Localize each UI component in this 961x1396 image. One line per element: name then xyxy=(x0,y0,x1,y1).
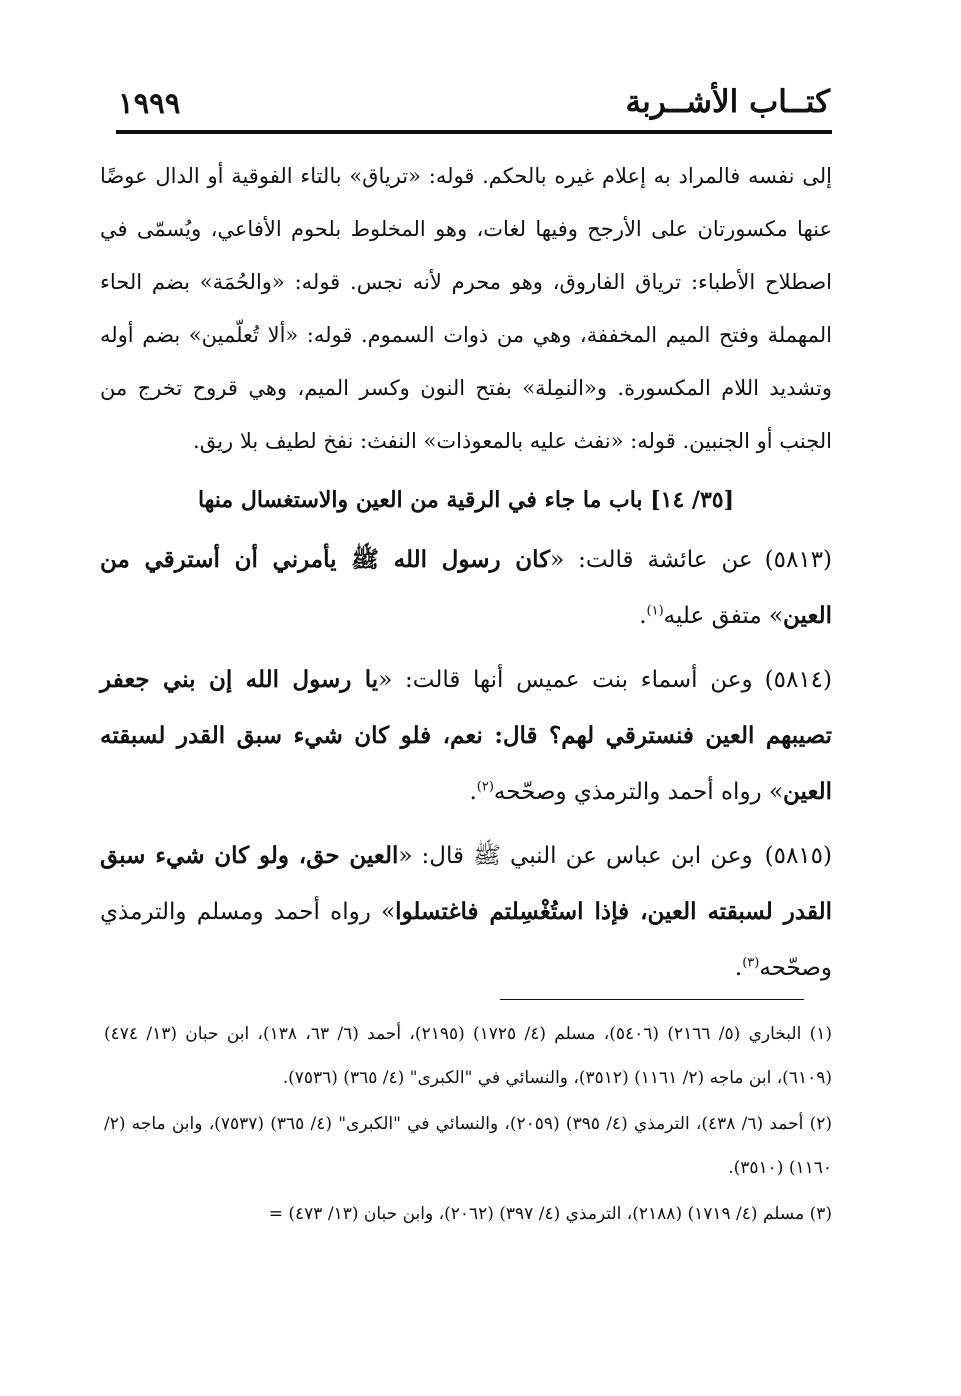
footnote-ref: (٢) xyxy=(476,779,494,795)
hadith-5815 xyxy=(100,828,832,996)
hadith-lead: وعن أسماء بنت عميس أنها قالت: « xyxy=(378,667,753,693)
hadith-number: (٥٨١٥) xyxy=(764,843,832,869)
hadith-5814 xyxy=(100,652,832,820)
hadith-tail: » رواه أحمد والترمذي وصحّحه xyxy=(493,779,784,805)
intro-paragraph: إلى نفسه فالمراد به إعلام غيره بالحكم. قوله: «ترياق» بالتاء الفوقية أو الدال عوضًا عنها مكسورتان على الأرجح وفيها لغات، وهو المخلوط بلحوم الأفاعي، ويُسمّى في اصطلاح الأطباء: ترياق الفاروق، وهو محرم لأنه نجس. قوله: «والحُمَة» بضم الحاء المهملة وفتح الميم المخففة، وهي من ذوات السموم. قوله: «ألا تُعلّمين» بضم أوله وتشديد اللام المكسورة. و«النمِلة» بفتح النون وكسر الميم، وهي قروح تخرج من الجنب أو الجنبين. قوله: «نفث عليه بالمعوذات» النفث: نفخ لطيف بلا ريق. xyxy=(100,164,832,453)
page-header xyxy=(118,84,830,130)
footnotes xyxy=(104,1012,832,1236)
footnote-separator xyxy=(500,999,804,1000)
header-rule xyxy=(116,130,832,134)
hadith-tail: » رواه أحمد ومسلم والترمذي وصحّحه xyxy=(100,899,832,981)
book-title: كتــاب الأشــربة xyxy=(625,84,830,120)
footnote-ref: (٣) xyxy=(742,955,760,971)
hadith-quote: كان رسول الله ﷺ يأمرني أن أسترقي من العين xyxy=(100,546,832,629)
hadith-number: (٥٨١٣) xyxy=(764,547,833,573)
footnote-3: (٣) مسلم (٤/ ١٧١٩) (٢١٨٨)، الترمذي (٤/ ٣٩٧) (٢٠٦٢)، وابن حبان (١٣/ ٤٧٣) = xyxy=(268,1204,832,1224)
hadith-number: (٥٨١٤) xyxy=(764,667,833,693)
page-body xyxy=(100,150,832,996)
hadith-lead: وعن ابن عباس عن النبي ﷺ قال: « xyxy=(398,843,753,869)
footnote-1: (١) البخاري (٥/ ٢١٦٦) (٥٤٠٦)، مسلم (٤/ ١٧٢٥) (٢١٩٥)، أحمد (٦/ ٦٣، ١٣٨)، ابن حبان (١٣/ ٤٧٤) (٦١٠٩)، ابن ماجه (٢/ ١١٦١) (٣٥١٢)، والنسائي في "الكبرى" (٤/ ٣٦٥) (٧٥٣٦). xyxy=(104,1024,832,1088)
footnote-2: (٢) أحمد (٦/ ٤٣٨)، الترمذي (٤/ ٣٩٥) (٢٠٥٩)، والنسائي في "الكبرى" (٤/ ٣٦٥) (٧٥٣٧)، وابن ماجه (٢/ ١١٦٠) (٣٥١٠). xyxy=(104,1114,832,1178)
hadith-end: . xyxy=(734,955,743,981)
hadith-end: . xyxy=(469,779,477,805)
hadith-5813 xyxy=(100,532,832,644)
hadith-end: . xyxy=(639,603,647,629)
hadith-quote: يا رسول الله إن بني جعفر تصيبهم العين فنسترقي لهم؟ قال: نعم، فلو كان شيء سبق القدر لسبقته العين xyxy=(100,666,832,805)
hadith-lead: عن عائشة قالت: « xyxy=(550,547,753,573)
section-heading: [٣٥/ ١٤] باب ما جاء في الرقية من العين والاستغسال منها xyxy=(197,487,735,513)
hadith-quote: العين حق، ولو كان شيء سبق القدر لسبقته العين، فإذا استُغْسِلتم فاغتسلوا xyxy=(100,842,832,925)
page-number: ١٩٩٩ xyxy=(118,86,181,120)
footnote-ref: (١) xyxy=(646,603,664,619)
hadith-tail: » متفق عليه xyxy=(663,603,784,629)
